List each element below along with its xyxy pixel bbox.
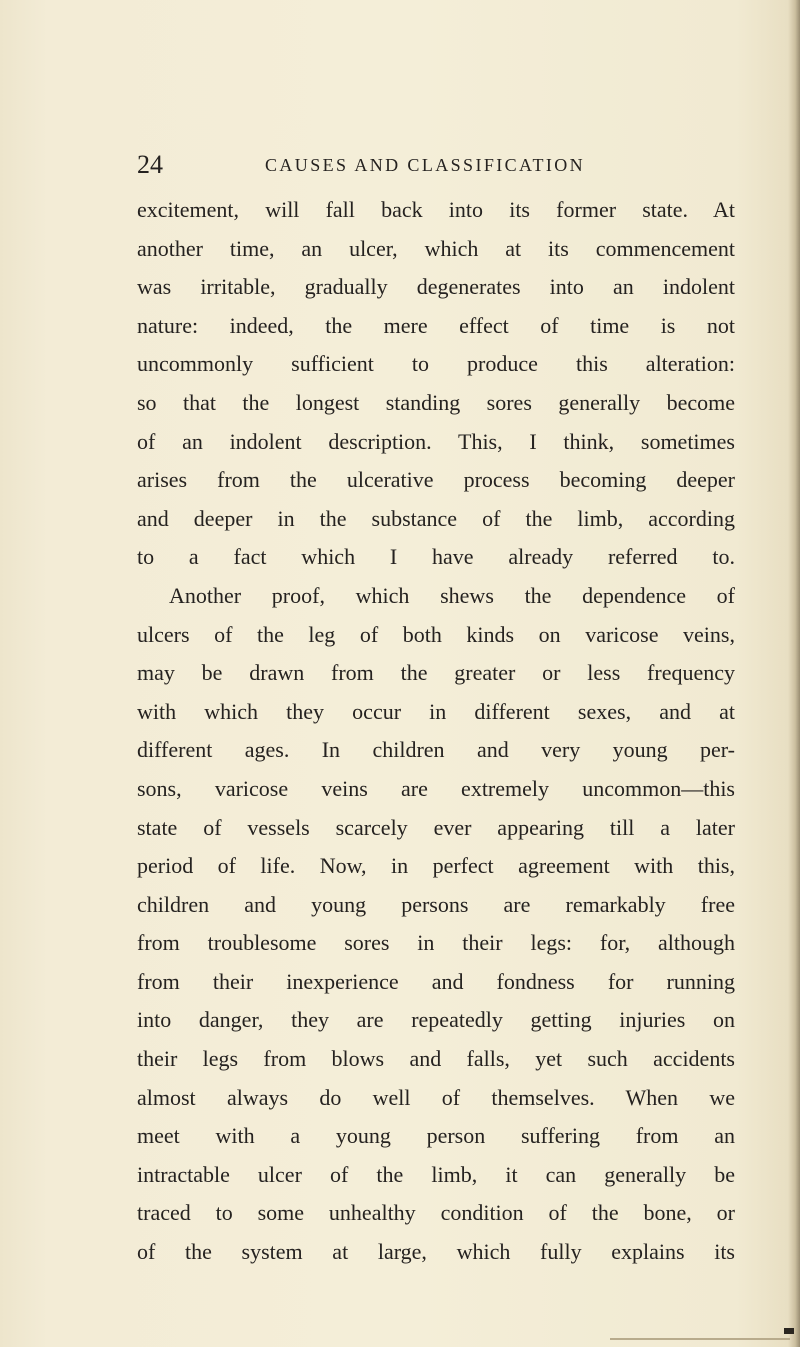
text-line: arises from the ulcerative process becoming deeper	[137, 467, 735, 493]
text-line: with which they occur in different sexes, and at	[137, 698, 735, 724]
text-line: meet with a young person suffering from an	[137, 1123, 735, 1149]
text-line: uncommonly sufficient to produce this alteration:	[137, 351, 735, 377]
text-line: from troublesome sores in their legs: for, although	[137, 930, 735, 956]
text-line: ulcers of the leg of both kinds on varicose veins,	[137, 621, 735, 647]
text-line: intractable ulcer of the limb, it can generally be	[137, 1161, 735, 1187]
text-line: children and young persons are remarkably free	[137, 891, 735, 917]
bottom-rule	[610, 1338, 790, 1340]
text-line: may be drawn from the greater or less frequency	[137, 660, 735, 686]
text-line: into danger, they are repeatedly getting injuries on	[137, 1007, 735, 1033]
text-line: from their inexperience and fondness for running	[137, 968, 735, 994]
text-line: state of vessels scarcely ever appearing till a later	[137, 814, 735, 840]
body-text	[137, 191, 735, 1272]
text-line: of an indolent description. This, I think, sometimes	[137, 428, 735, 454]
text-line: and deeper in the substance of the limb, according	[137, 505, 735, 531]
text-line: another time, an ulcer, which at its commencement	[137, 235, 735, 261]
text-line: was irritable, gradually degenerates into an indolent	[137, 274, 735, 300]
text-line: to a fact which I have already referred to.	[137, 544, 735, 570]
text-line: excitement, will fall back into its former state. At	[137, 197, 735, 222]
page-edge-shadow	[788, 0, 800, 1347]
text-line: Another proof, which shews the dependence of	[169, 582, 735, 608]
text-line: their legs from blows and falls, yet such accidents	[137, 1046, 735, 1072]
running-title: CAUSES AND CLASSIFICATION	[265, 155, 586, 175]
text-line: so that the longest standing sores generally become	[137, 389, 735, 415]
text-line: nature: indeed, the mere effect of time is not	[137, 312, 735, 338]
text-line: traced to some unhealthy condition of the bone, or	[137, 1200, 735, 1226]
text-line: sons, varicose veins are extremely uncommon—this	[137, 775, 735, 801]
page-header	[137, 148, 757, 182]
text-line: different ages. In children and very young per-	[137, 737, 735, 763]
text-line: almost always do well of themselves. When we	[137, 1084, 735, 1110]
page-number: 24	[137, 150, 163, 179]
text-line: of the system at large, which fully explains its	[137, 1239, 735, 1265]
text-line: period of life. Now, in perfect agreement with this,	[137, 853, 735, 879]
bottom-mark	[784, 1328, 794, 1334]
